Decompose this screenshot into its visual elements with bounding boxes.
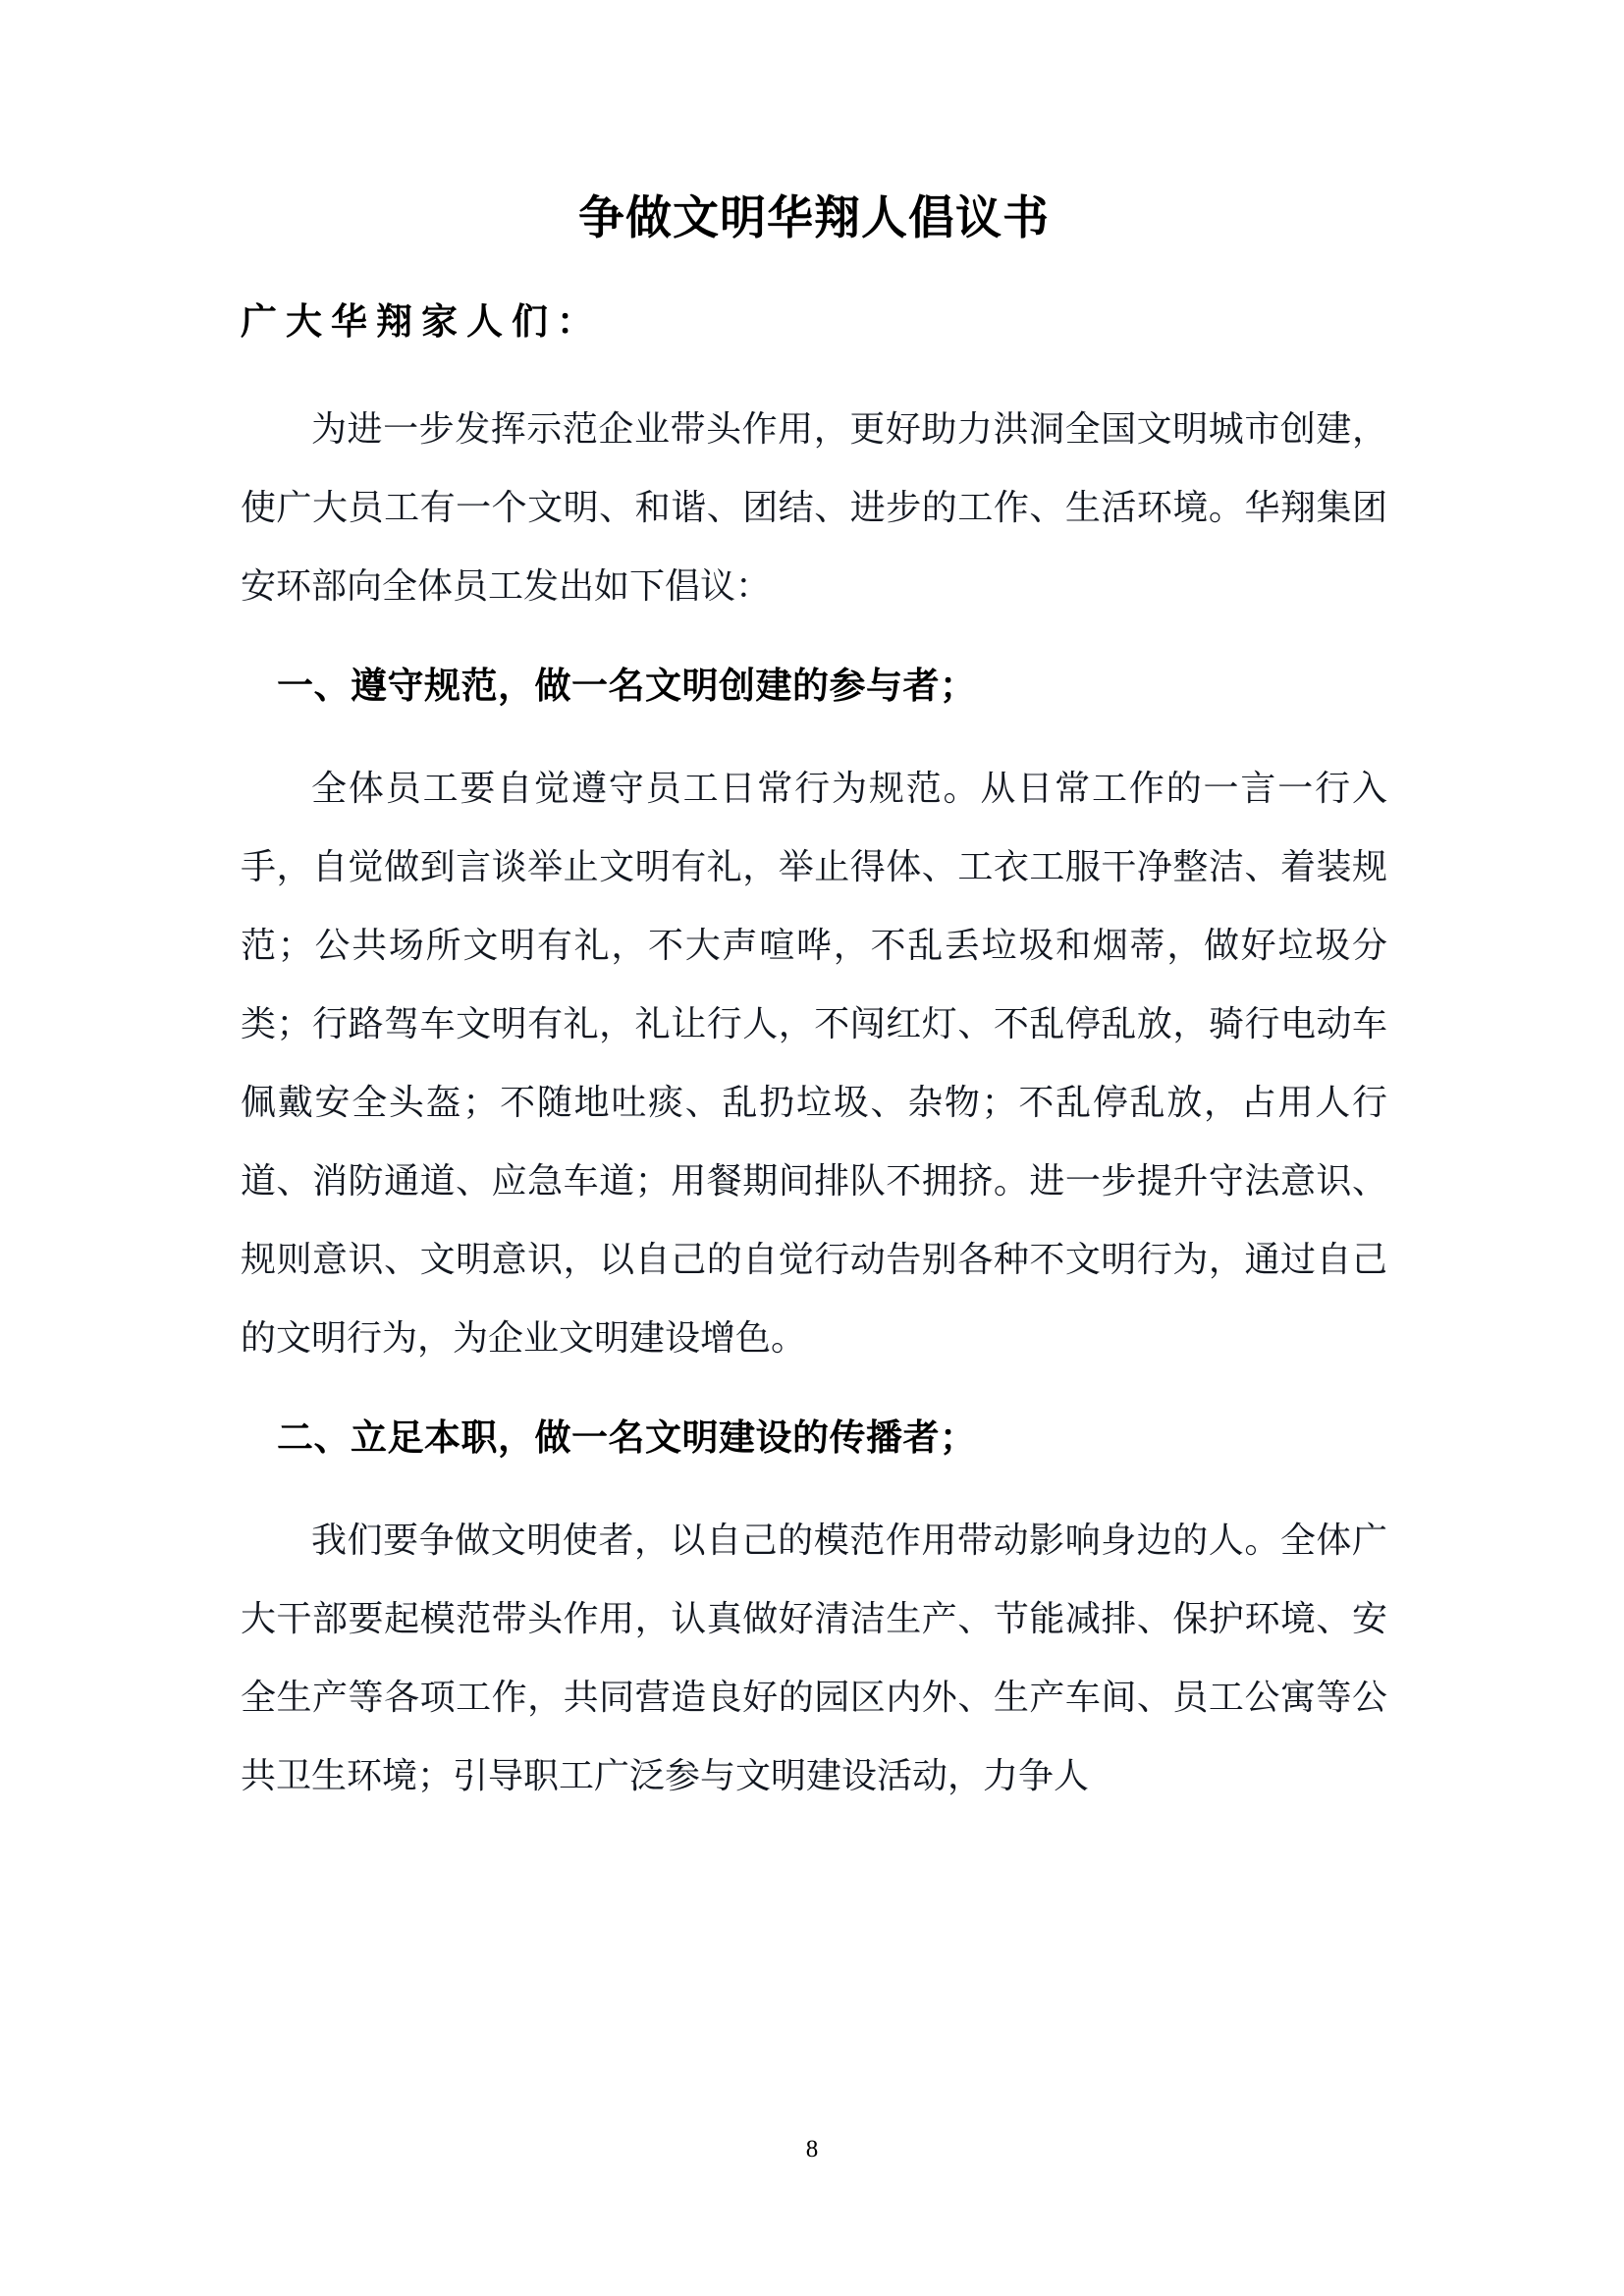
spacer xyxy=(241,712,1387,749)
spacer xyxy=(241,625,1387,663)
section-body-1: 全体员工要自觉遵守员工日常行为规范。从日常工作的一言一行入手，自觉做到言谈举止文明有礼，举止得体、工衣工服干净整洁、着装规范；公共场所文明有礼，不大声喧哗，不乱丢垃圾和烟蒂，做好垃圾分类；行路驾车文明有礼，礼让行人，不闯红灯、不乱停乱放，骑行电动车佩戴安全头盔；不随地吐痰、乱扔垃圾、杂物；不乱停乱放，占用人行道、消防通道、应急车道；用餐期间排队不拥挤。进一步提升守法意识、规则意识、文明意识，以自己的自觉行动告别各种不文明行为，通过自己的文明行为，为企业文明建设增色。 xyxy=(241,769,1387,1359)
salutation: 广大华翔家人们： xyxy=(241,302,602,344)
section-heading-2: 二、立足本职，做一名文明建设的传播者； xyxy=(277,1418,977,1460)
section-body-2: 我们要争做文明使者，以自己的模范作用带动影响身边的人。全体广大干部要起模范带头作用，认真做好清洁生产、节能减排、保护环境、安全生产等各项工作，共同营造良好的园区内外、生产车间、员工公寓等公共卫生环境；引导职工广泛参与文明建设活动，力争人 xyxy=(241,1521,1387,1796)
intro-paragraph: 为进一步发挥示范企业带头作用，更好助力洪洞全国文明城市创建，使广大员工有一个文明、和谐、团结、进步的工作、生活环境。华翔集团安环部向全体员工发出如下倡议： xyxy=(241,409,1387,607)
document-body xyxy=(241,0,1387,1815)
section-heading-1: 一、遵守规范，做一名文明创建的参与者； xyxy=(277,667,977,708)
page-number: 8 xyxy=(805,2136,819,2163)
page-title: 争做文明华翔人倡议书 xyxy=(578,193,1050,244)
spacer xyxy=(241,347,1387,390)
spacer xyxy=(241,1464,1387,1501)
spacer xyxy=(241,1377,1387,1415)
